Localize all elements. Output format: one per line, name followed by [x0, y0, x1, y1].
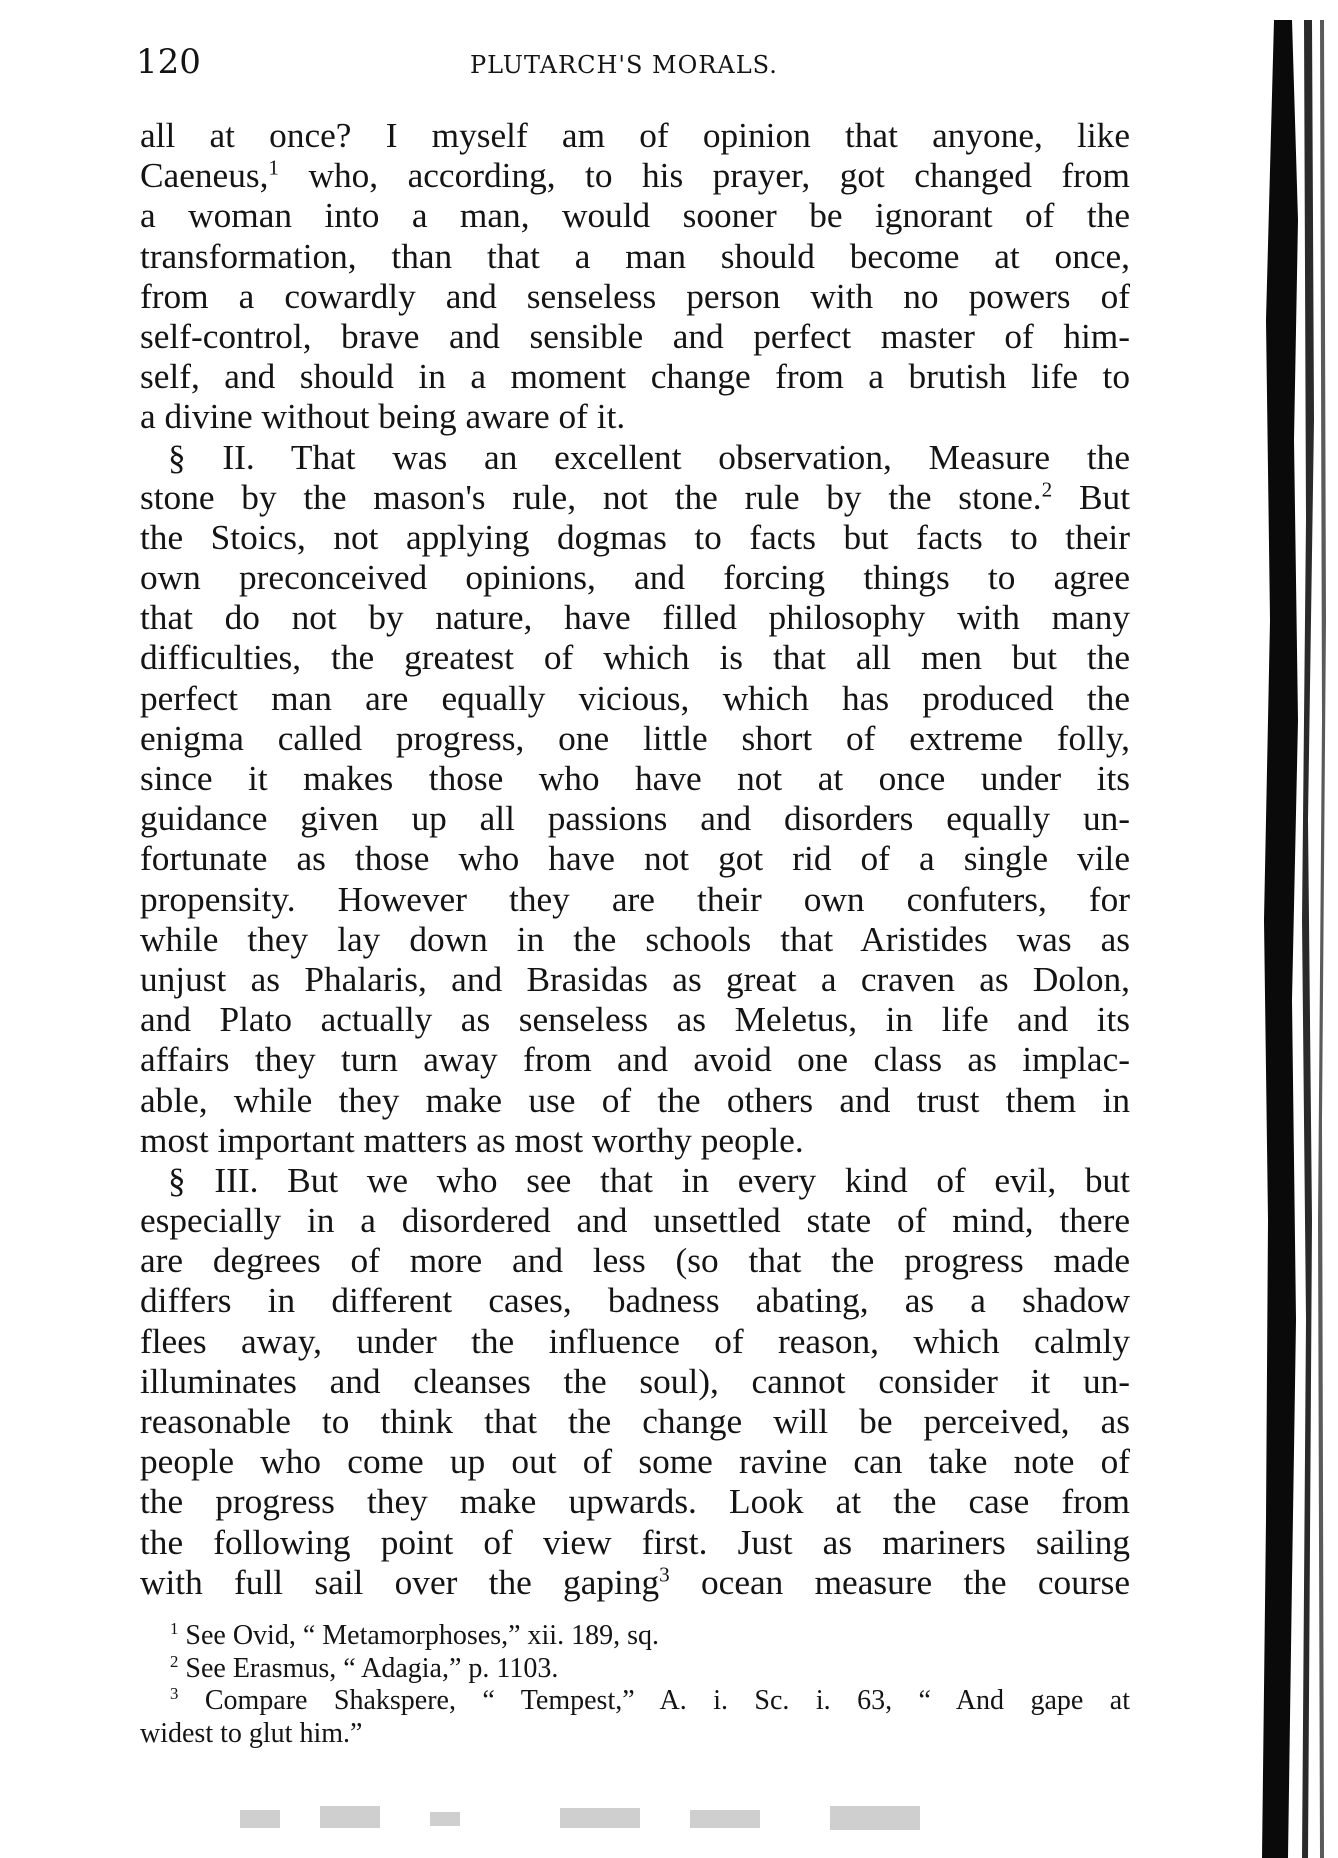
text-line: Caeneus,$^1$ who, according, to his prayer, got changed from	[140, 155, 1130, 196]
text-line: own preconceived opinions, and forcing things to agree	[140, 558, 1130, 598]
text-line: the progress they make upwards. Look at the case from	[140, 1482, 1130, 1522]
text-line: fortunate as those who have not got rid of a single vile	[140, 839, 1130, 879]
text-line: flees away, under the influence of reason, which calmly	[140, 1321, 1130, 1361]
footnote-mark: 1	[170, 1618, 179, 1638]
body-text	[140, 116, 1130, 1603]
text-line: that do not by nature, have filled philosophy with many	[140, 598, 1130, 638]
page-number: 120	[136, 42, 201, 82]
footnote-ref: 2	[1041, 476, 1053, 501]
text-line: while they lay down in the schools that Aristides was as	[140, 919, 1130, 959]
text-line: the following point of view first. Just as mariners sailing	[140, 1522, 1130, 1562]
text-line: differs in different cases, badness abating, as a shadow	[140, 1281, 1130, 1321]
text-line: stone by the mason's rule, not the rule by the stone.$^2$ But	[140, 476, 1131, 517]
text-line: the Stoics, not applying dogmas to facts but facts to their	[140, 517, 1130, 557]
text-line: a woman into a man, would sooner be ignorant of the	[140, 196, 1130, 236]
text-line: with full sail over the gaping$^3$ ocean measure the course	[140, 1562, 1130, 1602]
footnote: $^1$ See Ovid, “ Metamorphoses,” xii. 189, sq.	[170, 1618, 659, 1651]
footnote: $^2$ See Erasmus, “ Adagia,” p. 1103.	[170, 1651, 559, 1684]
text-line: propensity. However they are their own confuters, for	[140, 879, 1130, 919]
bleed-through-speckle	[230, 1800, 1010, 1840]
footnote-continuation: widest to glut him.”	[140, 1717, 363, 1749]
text-line: § III. But we who see that in every kind of evil, but	[168, 1160, 1130, 1200]
text-line: most important matters as most worthy people.	[140, 1120, 804, 1160]
text-line: especially in a disordered and unsettled state of mind, there	[140, 1201, 1130, 1241]
footnote-mark: 3	[170, 1683, 179, 1703]
text-line: transformation, than that a man should become at once,	[140, 236, 1130, 276]
binding-edge-shadow	[1252, 20, 1338, 1858]
text-line: § II. That was an excellent observation, Measure the	[168, 437, 1130, 477]
text-line: self, and should in a moment change from a brutish life to	[140, 357, 1130, 397]
text-line: are degrees of more and less (so that the progress made	[140, 1241, 1130, 1281]
text-line: from a cowardly and senseless person with no powers of	[140, 276, 1130, 316]
text-line: unjust as Phalaris, and Brasidas as great a craven as Dolon,	[140, 959, 1130, 999]
text-line: all at once? I myself am of opinion that anyone, like	[140, 116, 1130, 155]
text-line: illuminates and cleanses the soul), cannot consider it un-	[140, 1361, 1130, 1401]
text-line: enigma called progress, one little short of extreme folly,	[140, 718, 1130, 758]
footnote-ref: 1	[268, 155, 279, 180]
text-line: difficulties, the greatest of which is that all men but the	[140, 638, 1130, 678]
footnote-mark: 2	[170, 1651, 179, 1671]
text-line: able, while they make use of the others and trust them in	[140, 1080, 1130, 1120]
text-line: and Plato actually as senseless as Meletus, in life and its	[140, 1000, 1130, 1040]
text-line: self-control, brave and sensible and perfect master of him-	[140, 316, 1130, 356]
footnote-ref: 3	[659, 1562, 670, 1587]
text-line: affairs they turn away from and avoid one class as implac-	[140, 1040, 1130, 1080]
text-line: perfect man are equally vicious, which has produced the	[140, 678, 1130, 718]
text-line: guidance given up all passions and disorders equally un-	[140, 799, 1130, 839]
footnote: $^3$ Compare Shakspere, “ Tempest,” A. i. Sc. i. 63, “ And gape at	[170, 1683, 1130, 1716]
running-head: PLUTARCH'S MORALS.	[470, 51, 778, 79]
text-line: reasonable to think that the change will be perceived, as	[140, 1402, 1130, 1441]
text-line: since it makes those who have not at once under its	[140, 759, 1130, 798]
text-line: a divine without being aware of it.	[140, 397, 626, 437]
footnotes	[140, 1620, 1130, 1750]
text-line: people who come up out of some ravine can take note of	[140, 1442, 1130, 1482]
